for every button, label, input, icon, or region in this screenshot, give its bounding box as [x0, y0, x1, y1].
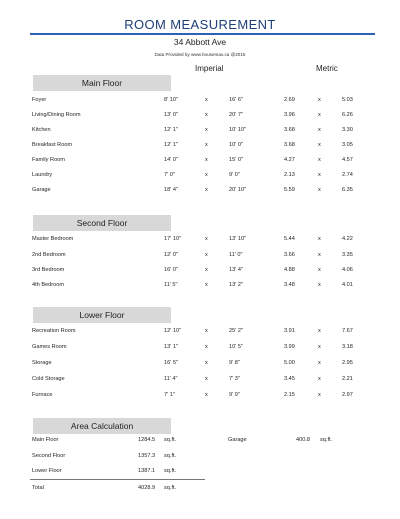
room-name: 3rd Bedroom	[32, 267, 65, 273]
room-row	[0, 124, 400, 136]
imperial-width: 20' 10"	[229, 187, 247, 193]
area-value: 4028.9	[138, 485, 156, 491]
metric-length: 3.96	[284, 112, 295, 118]
metric-width: 3.35	[342, 252, 353, 258]
metric-times: x	[318, 172, 321, 178]
metric-width: 6.26	[342, 112, 353, 118]
imperial-length: 12' 1"	[164, 127, 178, 133]
metric-times: x	[318, 392, 321, 398]
area-value: 1357.3	[138, 453, 156, 459]
imperial-width: 16' 6"	[229, 97, 243, 103]
area-name: Second Floor	[32, 453, 66, 459]
imperial-length: 7' 0"	[164, 172, 175, 178]
room-row	[0, 373, 400, 385]
metric-length: 3.66	[284, 252, 295, 258]
room-name: Furnace	[32, 392, 53, 398]
imperial-width: 7' 3"	[229, 376, 240, 382]
room-name: Cold Storage	[32, 376, 65, 382]
area-value: 1284.5	[138, 437, 156, 443]
metric-times: x	[318, 360, 321, 366]
area-name: Lower Floor	[32, 468, 62, 474]
metric-length: 4.27	[284, 157, 295, 163]
section-header-lower-floor: Lower Floor	[33, 307, 171, 323]
imperial-times: x	[205, 252, 208, 258]
room-row	[0, 109, 400, 121]
imperial-width: 13' 10"	[229, 236, 247, 242]
imperial-width: 10' 10"	[229, 127, 247, 133]
room-row	[0, 169, 400, 181]
metric-times: x	[318, 142, 321, 148]
imperial-width: 9' 8"	[229, 360, 240, 366]
metric-times: x	[318, 344, 321, 350]
metric-width: 4.57	[342, 157, 353, 163]
imperial-width: 10' 5"	[229, 344, 243, 350]
imperial-length: 11' 5"	[164, 282, 178, 288]
imperial-width: 9' 0"	[229, 172, 240, 178]
garage-value: 400.8	[296, 437, 310, 443]
section-header-second-floor: Second Floor	[33, 215, 171, 231]
imperial-length: 12' 10"	[164, 328, 182, 334]
imperial-times: x	[205, 267, 208, 273]
imperial-length: 14' 0"	[164, 157, 178, 163]
metric-width: 5.03	[342, 97, 353, 103]
imperial-times: x	[205, 376, 208, 382]
room-row	[0, 233, 400, 245]
metric-times: x	[318, 157, 321, 163]
room-name: Recreation Room	[32, 328, 76, 334]
area-name: Main Floor	[32, 437, 59, 443]
room-name: Games Room	[32, 344, 67, 350]
area-unit: sq.ft.	[164, 437, 177, 443]
imperial-length: 11' 4"	[164, 376, 178, 382]
area-value: 1387.1	[138, 468, 156, 474]
metric-width: 2.74	[342, 172, 353, 178]
metric-length: 5.59	[284, 187, 295, 193]
imperial-header: Imperial	[195, 64, 224, 73]
area-row	[0, 465, 400, 477]
imperial-width: 10' 0"	[229, 142, 243, 148]
metric-width: 2.21	[342, 376, 353, 382]
imperial-times: x	[205, 236, 208, 242]
room-name: Laundry	[32, 172, 53, 178]
garage-unit: sq.ft.	[320, 437, 333, 443]
room-row	[0, 249, 400, 261]
area-unit: sq.ft.	[164, 468, 177, 474]
room-name: 2nd Bedroom	[32, 252, 66, 258]
room-row	[0, 264, 400, 276]
imperial-width: 20' 7"	[229, 112, 243, 118]
metric-length: 5.00	[284, 360, 295, 366]
imperial-times: x	[205, 142, 208, 148]
metric-length: 3.48	[284, 282, 295, 288]
metric-times: x	[318, 97, 321, 103]
section-header-main-floor: Main Floor	[33, 75, 171, 91]
room-name: Breakfast Room	[32, 142, 73, 148]
title-rule	[30, 33, 375, 35]
area-row	[0, 450, 400, 462]
metric-length: 2.69	[284, 97, 295, 103]
metric-times: x	[318, 252, 321, 258]
metric-times: x	[318, 187, 321, 193]
imperial-width: 13' 4"	[229, 267, 243, 273]
room-name: Master Bedroom	[32, 236, 74, 242]
room-row	[0, 341, 400, 353]
metric-times: x	[318, 112, 321, 118]
metric-length: 2.13	[284, 172, 295, 178]
metric-width: 2.97	[342, 392, 353, 398]
imperial-times: x	[205, 392, 208, 398]
metric-times: x	[318, 282, 321, 288]
room-row	[0, 154, 400, 166]
room-row	[0, 279, 400, 291]
metric-length: 3.91	[284, 328, 295, 334]
room-name: Living/Dining Room	[32, 112, 81, 118]
imperial-width: 13' 2"	[229, 282, 243, 288]
imperial-length: 13' 0"	[164, 112, 178, 118]
area-unit: sq.ft.	[164, 453, 177, 459]
metric-length: 3.45	[284, 376, 295, 382]
room-row	[0, 357, 400, 369]
imperial-times: x	[205, 97, 208, 103]
room-name: Kitchen	[32, 127, 51, 133]
imperial-width: 15' 0"	[229, 157, 243, 163]
area-row	[0, 434, 400, 446]
imperial-length: 8' 10"	[164, 97, 178, 103]
imperial-width: 11' 0"	[229, 252, 243, 258]
page-title: ROOM MEASUREMENT	[124, 17, 276, 32]
area-name: Total	[32, 485, 44, 491]
imperial-times: x	[205, 328, 208, 334]
metric-width: 2.95	[342, 360, 353, 366]
garage-name: Garage	[228, 437, 247, 443]
room-row	[0, 184, 400, 196]
room-name: 4th Bedroom	[32, 282, 65, 288]
imperial-times: x	[205, 112, 208, 118]
area-total-row	[0, 482, 400, 494]
imperial-length: 16' 5"	[164, 360, 178, 366]
metric-width: 7.67	[342, 328, 353, 334]
room-row	[0, 325, 400, 337]
imperial-times: x	[205, 127, 208, 133]
room-row	[0, 139, 400, 151]
imperial-length: 13' 1"	[164, 344, 178, 350]
room-name: Storage	[32, 360, 52, 366]
metric-times: x	[318, 236, 321, 242]
imperial-times: x	[205, 187, 208, 193]
section-header-area-calculation: Area Calculation	[33, 418, 171, 434]
imperial-length: 12' 1"	[164, 142, 178, 148]
metric-width: 6.35	[342, 187, 353, 193]
room-row	[0, 389, 400, 401]
metric-length: 3.68	[284, 142, 295, 148]
imperial-length: 7' 1"	[164, 392, 175, 398]
address: 34 Abbott Ave	[173, 37, 227, 47]
metric-width: 4.22	[342, 236, 353, 242]
metric-times: x	[318, 376, 321, 382]
imperial-length: 12' 0"	[164, 252, 178, 258]
imperial-length: 18' 4"	[164, 187, 178, 193]
imperial-width: 9' 9"	[229, 392, 240, 398]
metric-times: x	[318, 267, 321, 273]
room-name: Garage	[32, 187, 51, 193]
metric-length: 3.68	[284, 127, 295, 133]
imperial-length: 17' 10"	[164, 236, 182, 242]
imperial-length: 16' 0"	[164, 267, 178, 273]
metric-length: 2.15	[284, 392, 295, 398]
room-name: Family Room	[32, 157, 65, 163]
metric-length: 4.88	[284, 267, 295, 273]
area-unit: sq.ft.	[164, 485, 177, 491]
total-rule	[30, 479, 205, 480]
metric-length: 3.99	[284, 344, 295, 350]
metric-width: 3.30	[342, 127, 353, 133]
credit-line: Data Provided by www.housemax.ca @2015	[154, 52, 246, 57]
metric-width: 3.05	[342, 142, 353, 148]
imperial-times: x	[205, 282, 208, 288]
room-name: Foyer	[32, 97, 47, 103]
room-row	[0, 94, 400, 106]
metric-header: Metric	[316, 64, 338, 73]
metric-width: 4.06	[342, 267, 353, 273]
metric-width: 3.18	[342, 344, 353, 350]
metric-times: x	[318, 127, 321, 133]
metric-width: 4.01	[342, 282, 353, 288]
metric-times: x	[318, 328, 321, 334]
imperial-width: 25' 2"	[229, 328, 243, 334]
imperial-times: x	[205, 157, 208, 163]
metric-length: 5.44	[284, 236, 295, 242]
imperial-times: x	[205, 360, 208, 366]
imperial-times: x	[205, 344, 208, 350]
imperial-times: x	[205, 172, 208, 178]
